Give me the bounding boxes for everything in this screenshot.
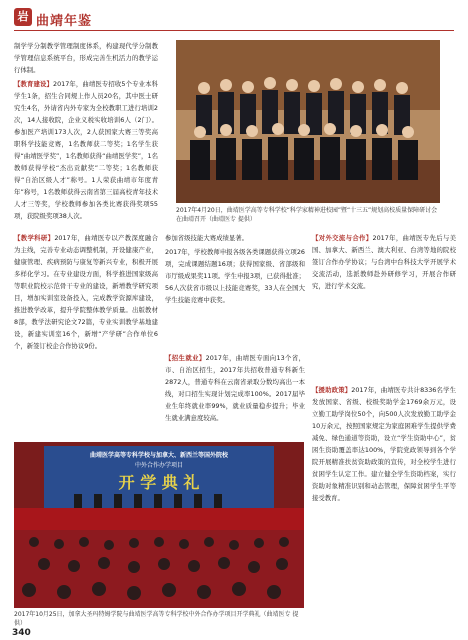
yearbook-logo-icon: 岩 — [14, 8, 32, 26]
aid-text: 2017年，曲靖医专共计8336名学生发放国家、省级、校级奖助学金1769余万元，设立勤工助学岗位50个，向500人次发放勤工助学金10万余元，按照国家规定为家庭困难学生提供学费减免、绿色通道等资助，设立“学生资助中心”，贫困生资助覆盖率达100%，学院党政领导到各个学院开展精准扶贫资助政策的宣传，对全校学生进行贫困学生认定工作。建立健全学生资助档案，实行资助对象精准识别和动态管理，保障贫困学生平等接受教育。 — [312, 386, 457, 502]
enrollment-text: 2017年，曲靖医专面向13个省，市、自治区招生，2017年共招收普通专科新生2872人，普通专科在云南省录取分数均高出一本线，对口招生实现计划完成率100%。2017届毕业生年终就业率99%，就业质量稳步提升；毕业生就业满意度较高。 — [165, 354, 305, 422]
exchange-tag: 【对外交流与合作】 — [312, 234, 373, 242]
yearbook-title: 曲靖年鉴 — [36, 14, 93, 29]
teaching-tag: 【教学科研】 — [14, 234, 55, 242]
exchange-text: 2017年，曲靖医专先后与美国、加拿大、新西兰、澳大利亚、台湾等地的院校签订合作办学协议；与台湾中台科技大学开展学术交流活动，选派教师赴外研修学习，开展合作研究，进行学术交流。 — [312, 234, 457, 290]
aid-tag: 【援助政策】 — [312, 386, 352, 394]
enrollment-section — [165, 352, 305, 424]
page-number: 340 — [12, 628, 31, 638]
teaching-section — [14, 232, 158, 352]
intro-paragraph: 制学学分制教学管理制度体系，构建现代学分制教学管理信息系统平台，形成完善生机活力的教学运行体制。 — [14, 42, 158, 74]
education-text: 2017年，曲靖医专招收5个专业本科学生1条，招生合同规上作人员20名，其中医士研究生4名，外请省内外专家为全校教职工进行培训2次，14人接收院，企业义税实收培训6人（2门）。参加医产培训173人次，2人获国家大赛三等奖高职科学技能竞赛，1名教师获二等奖；1名学生获得“曲靖医学奖”，1名教师获得“曲靖医学奖”，1名教师获得学校“杰出贡献奖”二等奖；1名教师获得“自治区级人才”称号。1人荣获曲靖市年度青年”称号，1名教师获得云南省第三届高校青年技术人才三等奖，学校教师参加各类比赛获得奖项55项，获院级奖项38人次。 — [14, 80, 158, 220]
middle-paragraph-2: 2017年，学校教师申报各级各类课题获得立项26项，完成课题结题16项；获得国家级、省部级和市厅级成果奖11项。学生申报3项，已获得批准；56人次获省市级以上技能竞赛奖，33人在全国大学生技能竞赛中获奖。 — [165, 248, 306, 304]
group-photo — [176, 40, 440, 203]
middle-paragraph-1: 参加省级技能大赛成绩显著。 — [165, 234, 249, 242]
aid-section — [312, 384, 456, 504]
enrollment-tag: 【招生就业】 — [165, 354, 206, 362]
ceremony-banner-line2: 中外合作办学项目 — [134, 462, 183, 469]
ceremony-banner-line1: 曲靖医学高等专科学校与加拿大、新西兰等国外院校 — [89, 452, 228, 459]
education-tag: 【教育建设】 — [14, 80, 54, 88]
group-photo-caption: 2017年4月20日，曲靖医学高等专科学校“科学家精神进校园”暨“十三五”规划高校质量保障研讨会在曲靖召开（曲靖医专 提供） — [176, 207, 438, 223]
header-divider — [14, 30, 454, 31]
ceremony-photo-caption: 2017年10月25日，加拿大圣玛特姆学院与曲靖医学高等专科学校中外合作办学项目开学典礼（曲靖医专 提供） — [14, 611, 299, 627]
ceremony-banner-title: 开 学 典 礼 — [118, 473, 200, 492]
education-section — [14, 78, 158, 222]
teaching-text: 2017年，曲靖医专以产教深度融合为主线，完善专业动态调整机制，开设健康产业，健康管理、疾病预防与康复等新兴专业，积极开展多样化学习。在专业建设方面，科学推进国家级高等职业院校示范骨干专业的建设，新增教学研究项目，增加实训室设备投入，完成教学资源库建设，推进教学改革，提升学院整体教学质量。出版教材8部，教学法研究论文72篇，专业实训教学基地建设，新建实训室16个，新增“产学研”合作单位6个，新签订校企合作协议9份。 — [14, 234, 159, 350]
ceremony-photo — [14, 442, 304, 608]
exchange-section — [312, 232, 456, 292]
